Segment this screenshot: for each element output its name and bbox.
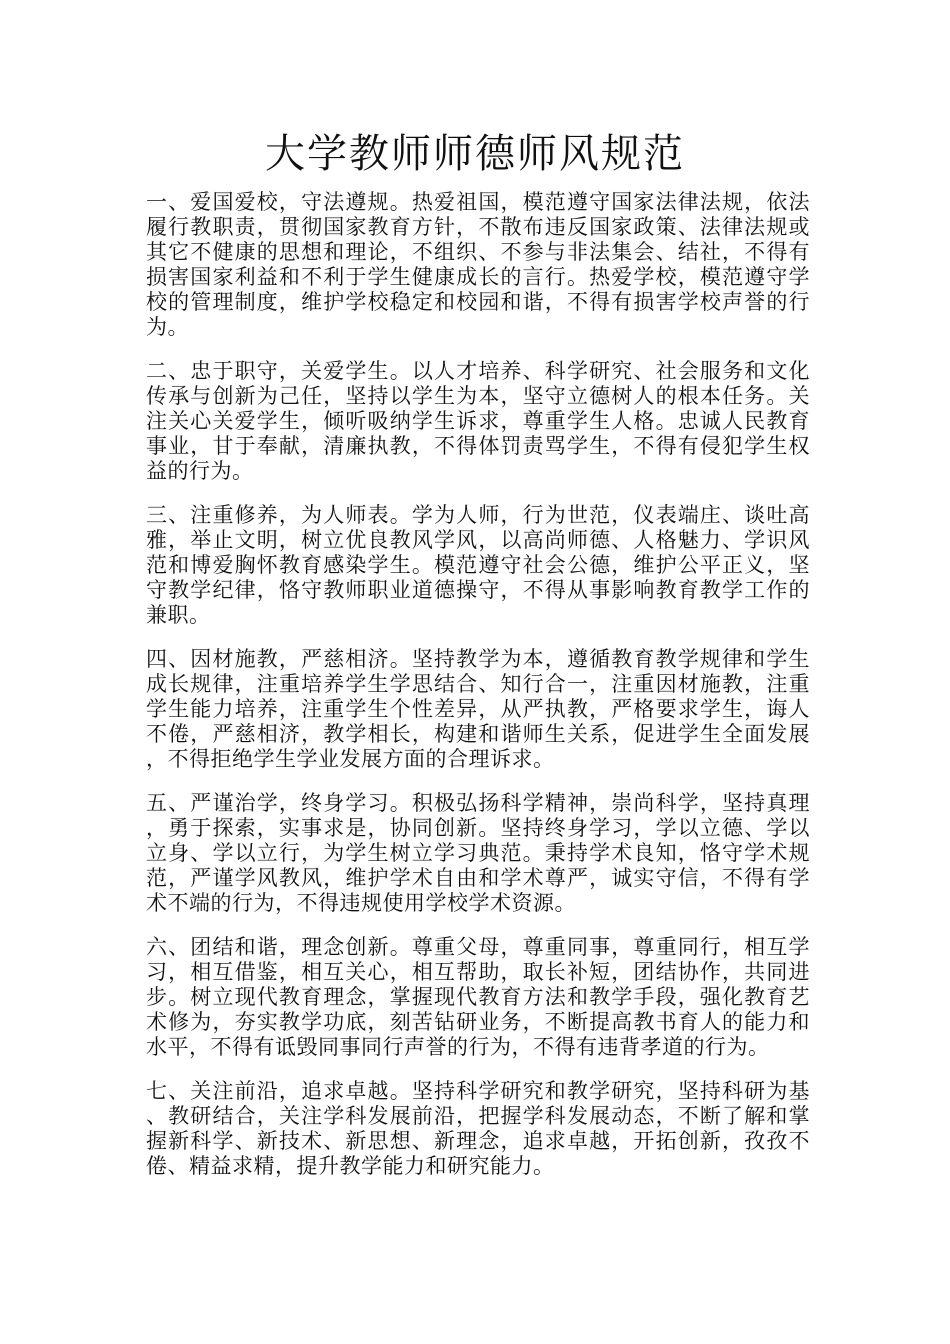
paragraph-5: 五、严谨治学，终身学习。积极弘扬科学精神，崇尚科学，坚持真理，勇于探索，实事求是，协同创新。坚持终身学习，学以立德、学以立身、学以立行，为学生树立学习典范。秉持学术良知，恪守学术规范，严谨学风教风，维护学术自由和学术尊严，诚实守信，不得有学术不端的行为，不得违规使用学校学术资源。 — [146, 791, 810, 915]
document-body — [146, 190, 810, 1198]
paragraph-1: 一、爱国爱校，守法遵规。热爱祖国，模范遵守国家法律法规，依法履行教职责，贯彻国家教育方针，不散布违反国家政策、法律法规或其它不健康的思想和理论，不组织、不参与非法集会、结社，不得有损害国家利益和不利于学生健康成长的言行。热爱学校，模范遵守学校的管理制度，维护学校稳定和校园和谐，不得有损害学校声誉的行为。 — [146, 190, 810, 339]
paragraph-4: 四、因材施教，严慈相济。坚持教学为本，遵循教育教学规律和学生成长规律，注重培养学生学思结合、知行合一，注重因材施教，注重学生能力培养，注重学生个性差异，从严执教，严格要求学生，诲人不倦，严慈相济，教学相长，构建和谐师生关系，促进学生全面发展，不得拒绝学生学业发展方面的合理诉求。 — [146, 647, 810, 771]
paragraph-2: 二、忠于职守，关爱学生。以人才培养、科学研究、社会服务和文化传承与创新为己任，坚持以学生为本，坚守立德树人的根本任务。关注关心关爱学生，倾听吸纳学生诉求，尊重学生人格。忠诚人民教育事业，甘于奉献，清廉执教，不得体罚责骂学生，不得有侵犯学生权益的行为。 — [146, 359, 810, 483]
document-title: 大学教师师德师风规范 — [265, 131, 685, 177]
paragraph-6: 六、团结和谐，理念创新。尊重父母，尊重同事，尊重同行，相互学习，相互借鉴，相互关心，相互帮助，取长补短，团结协作，共同进步。树立现代教育理念，掌握现代教育方法和教学手段，强化教育艺术修为，夯实教学功底，刻苦钻研业务，不断提高教书育人的能力和水平，不得有诋毁同事同行声誉的行为，不得有违背孝道的行为。 — [146, 935, 810, 1059]
paragraph-7: 七、关注前沿，追求卓越。坚持科学研究和教学研究，坚持科研为基、教研结合，关注学科发展前沿，把握学科发展动态，不断了解和掌握新科学、新技术、新思想、新理念，追求卓越，开拓创新，孜孜不倦、精益求精，提升教学能力和研究能力。 — [146, 1079, 810, 1178]
paragraph-3: 三、注重修养，为人师表。学为人师，行为世范，仪表端庄、谈吐高雅，举止文明，树立优良教风学风，以高尚师德、人格魅力、学识风范和博爱胸怀教育感染学生。模范遵守社会公德，维护公平正义，坚守教学纪律，恪守教师职业道德操守，不得从事影响教育教学工作的兼职。 — [146, 503, 810, 627]
